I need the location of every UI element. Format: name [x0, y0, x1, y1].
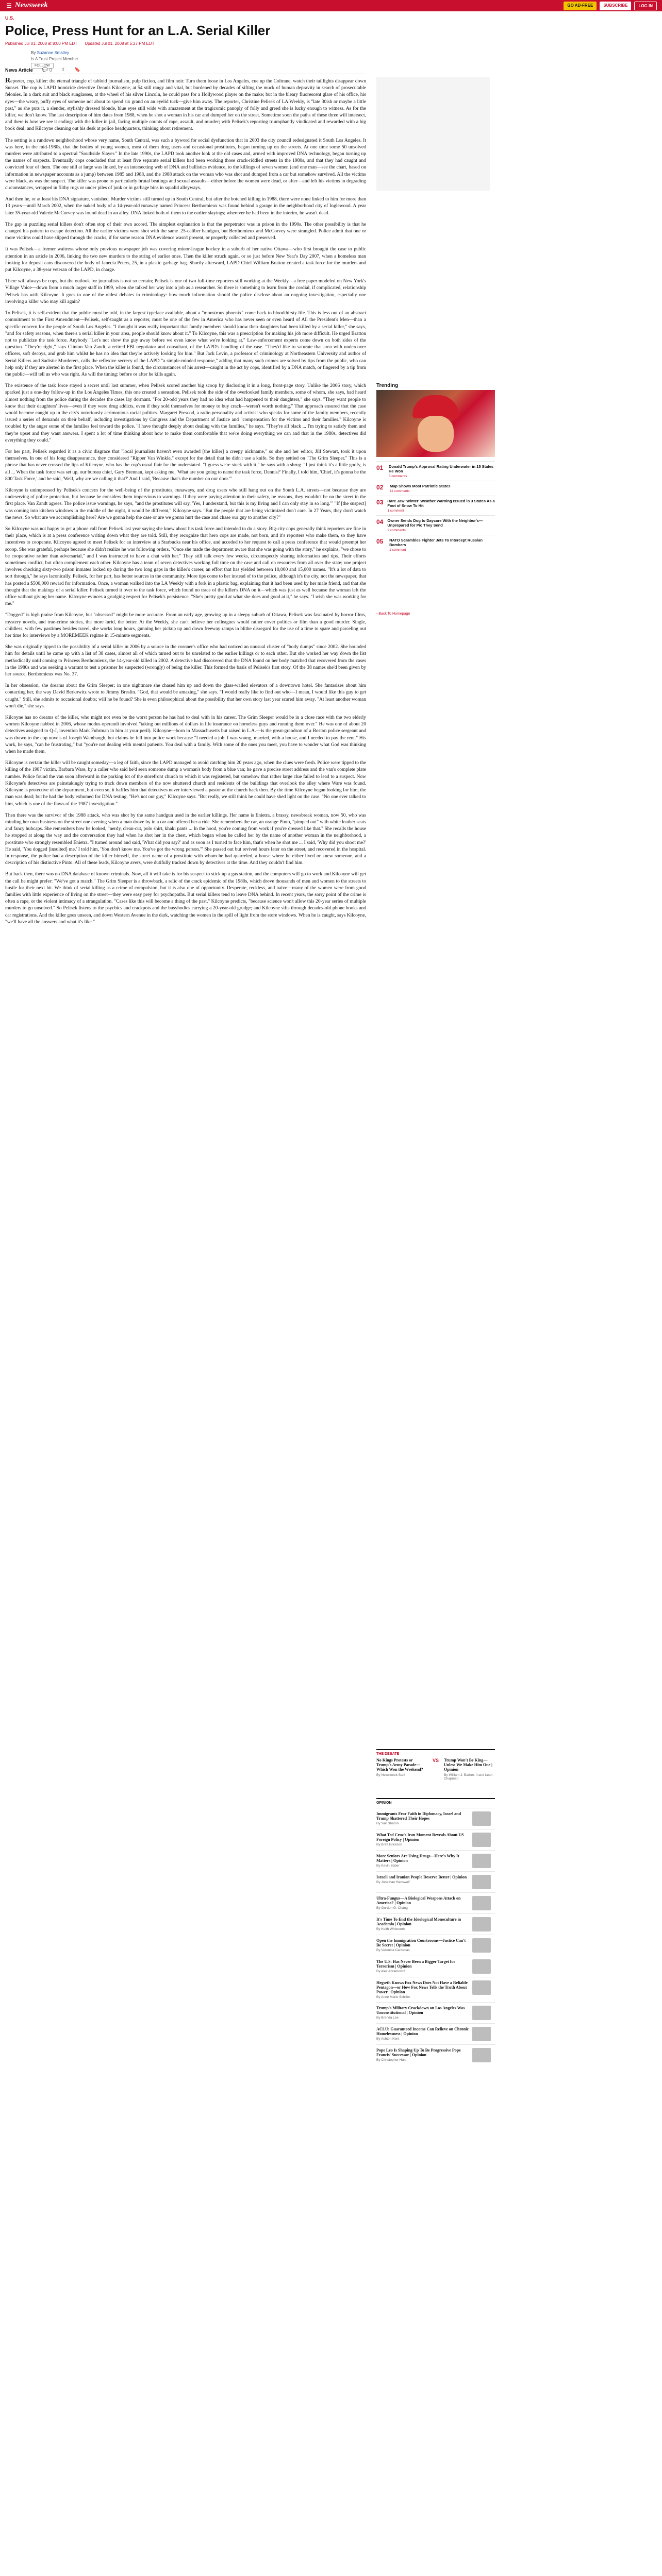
paragraph: Kilcoyne is unimpressed by Pelisek's concern for the well-being of the prostitutes, runaways, and drug users who still hang out on the South L.A. streets—not because they are undeserving of police protection, but because he considers them impervious to warnings. If they were paying attention to their safety, he reasons, they wouldn't be on the street in the first place. Van Zandt agrees. The police issue warnings, he says, "and the prostitutes will say, 'Yes, I understand, but this is my living and I can only stay in so long.'" "If [the suspect] was coming into kitchen windows in the middle of the night, it would be different," Kilcoyne says. "But the people that are being victimized don't care. In 27 Years, they don't watch the news. So what are we accomplishing here? Are we gonna help the case or are we gonna hurt the case and chase our guy to another city?"	[5, 487, 366, 520]
article-type-label: News Article	[5, 67, 33, 73]
versus-label: VS	[432, 1758, 439, 1763]
opinion-label: OPINION	[376, 1798, 495, 1805]
debate-left-title[interactable]: No Kings Protests or Trump's Army Parade—Which Won the Weekend?	[376, 1758, 423, 1772]
newsweek-logo[interactable]	[4, 1, 48, 10]
paragraph: Reporter, cop, killer: the eternal triangle of tabloid journalism, pulp fiction, and film noir. Turn them loose in Los Angeles, cue up the Coltrane, watch their taillights disappear down Sunset. The cop is LAPD homicide detective Dennis Kilcoyne, at 54 still rangy and vital, but burdened by decades of sifting the muck of human depravity in search of prosecutable felonies. In a dark suit and black sunglasses, at the wheel of his silver Lincoln, he could pass for a Hollywood player on the make; but in the bleary fluorescent glare of his office, his eyes—the weary, puffy eyes of someone not about to spend six grand on an eyelid tuck—give him away. The reporter, Christine Pelisek of LA Weekly, is "late 30ish or maybe a little past," as she puts it, a slender, stylishly dressed blonde, blue eyes still wide with amazement at the tragicomic panoply of folly and greed she is lucky enough to witness. As for the killer, we don't know. The last description of him dates from 1988, when he shot a woman in his car and dumped her on the street. Sometime soon the paths of these three will intersect, and there is how we see it ending: with the killer in jail, facing multiple counts of rape, assault, and murder; with Pelisek's reporting triumphantly vindicated and rewarded with a big book deal; and Kilcoyne cleaning out his desk at police headquarters, thinking about retirement.	[5, 77, 366, 132]
opinion-item[interactable]	[376, 1977, 495, 2002]
paragraph: It was Pelisek—a former waitress whose only previous newspaper job was covering minor-league hockey in a suburb of her native Ottawa—who first brought the case to public attention in an article in 2006, linking the two new murders to the string of earlier ones. Then the killer struck again, or so just before New Year's Day 2007, when a homeless man looking for deposit cans discovered the body of Janecia Peters, 25, in a plastic garbage bag. Shortly afterward, LAPD Chief William Bratton created a task force for the murders and put Kilcoyne, a 38-year veteran of the LAPD, in charge.	[5, 247, 366, 273]
paragraph: The setting is a rundown neighborhood whose very name, South Central, was such a byword for social dysfunction that in 2003 the city council redesignated it South Los Angeles. It was here, in the mid-1980s, that the bodies of young women, most of them drug users and occasional prostitutes, began turning up on the streets. At one time some 50 unsolved murders were attributed to a spectral "Southside Slayer." In the late 1990s, the LAPD took another look at the old cases and, armed with improved DNA technology, began turning up the names of suspects. Eventually cops concluded that at least five separate serial killers had been working those crack-riddled streets in the 1980s, and that they had caught and convicted four of them. The one still at large was linked, by an intersecting web of DNA and ballistics evidence, to the killings of seven women (and one man—see the chart, based on information in newspaper accounts as a jump) between 1985 and 1988, and the 1988 attack on the woman who was shot and dumped from a car but somehow survived. All the victims were black, as was the suspect. The killer was prone to particularly brutal beatings and sexual assaults—either before the women were dead, or after—and left his victims in degrading circumstances, wrapped in filthy rugs or under piles of junk or in garbage bins in squalid alleyways.	[5, 138, 366, 191]
opinion-item[interactable]	[376, 1913, 495, 1935]
opinion-item[interactable]	[376, 1935, 495, 1956]
opinion-thumbnail[interactable]	[472, 1917, 491, 1931]
opinion-author: By Keith Whitcomb	[376, 1927, 405, 1931]
trust-project-note: Is A Trust Project Member	[31, 57, 78, 61]
trending-headline[interactable]: Donald Trump's Approval Rating Underwater in 15 States He Won	[388, 464, 494, 473]
comments-button[interactable]	[42, 67, 52, 73]
article-body	[5, 77, 366, 930]
trending-number: 02	[376, 484, 384, 491]
opinion-author: By Jonathan Hanswolf	[376, 1880, 410, 1884]
back-to-homepage-link[interactable]: ‹ Back To Homepage	[376, 612, 410, 616]
opinion-author: By Veronica Cardenas	[376, 1948, 410, 1952]
trending-headline[interactable]: Rare Jaw 'Winter' Weather Warning Issued in 3 States As a Foot of Snow To Hit	[387, 499, 495, 508]
trending-lead-image[interactable]	[376, 390, 495, 457]
paragraph: The existence of the task force stayed a secret until last summer, when Pelisek scored another big scoop by disclosing it in a long, front-page story. Unlike the 2006 story, which sparked just a one-day follow-up in the Los Angeles Times, this one created a sensation. Pelisek took the side of the overlooked family members, some of whom, she says, had heard almost nothing from the police during the decades the cases lay dormant. "For 20-odd years they had no idea what had happened to their daughters," she says. "They want people to know that their daughters' lives—even if they were drug addicts, even if they sold themselves for money to buy crack—weren't worth nothing." That approach ensured that the case would become caught up in the city's notoriously acrimonious racial politics. Margaret Prescod, a radio personality and activist who speaks for some of the family members, recently issued a series of demands on their behalf, including investigations by Congress and the Department of Justice and "compensation for the victims and their families." Kilcoyne is troubled by the anger some of the families feel toward the police. "I have thought deeply about dealing with the families," he says. "They're all black ... I'm trying to satisfy them and they're upset and they want answers. I spent a lot of time thinking about how to make them comfortable that we're doing everything we can and that in the 1980s, detectives did everything they could."	[5, 383, 366, 443]
debate-label: THE DEBATE	[376, 1749, 495, 1756]
opinion-thumbnail[interactable]	[472, 1896, 491, 1910]
opinion-title[interactable]: More Seniors Are Using Drugs—Here's Why It Matters | Opinion	[376, 1854, 459, 1863]
opinion-title[interactable]: Pope Leo Is Shaping Up To Be Progressive Pope Francis' Successor | Opinion	[376, 2048, 461, 2057]
trending-number: 04	[376, 518, 384, 526]
paragraph: There will always be cops, but the outlook for journalists is not so certain; Pelisek is one of two full-time reporters still working at the Weekly—a free paper modeled on New York's Village Voice—down from a much larger staff in 1999, when she talked her way into a job as a researcher. So there is something to learn from the cordial, if complicated, relationship Pelisek has with Kilcoyne. It goes to one of the oldest debates in criminology: how much information should the police disclose about an ongoing investigation, especially one involving a killer who may kill again?	[5, 279, 366, 304]
opinion-title[interactable]: Hegseth Knows Fox News Does Not Have a Reliable Pentagon—or How Fox News Tells the Truth About Power | Opinion	[376, 1980, 468, 1994]
trending-comments[interactable]: 1 comment	[387, 509, 404, 513]
debate-left[interactable]	[376, 1758, 427, 1781]
opinion-author: By Kevin Saber	[376, 1864, 400, 1868]
paragraph: She was originally tipped to the possibility of a serial killer in 2006 by a source in the coroner's office who had noticed an unusual cluster of "body dumps" since 2002. She hounded him for details until he came up with a list of 38 cases, almost all of which turned out to be unrelated to the earlier killings or to each other. But she worked her way down the list methodically until coming to Princess Berthomieux, the 14-year-old killed in 2002. A detective had discovered that the DNA found on her body matched that recovered from the cases in the 1980s and was seeking a warrant to test a prisoner he suspected (wrongly) of being the killer. This formed the basis of Pelisek's first story. Of the 38 names she'd been given by her source, Berthomieux was No. 37.	[5, 645, 366, 677]
opinion-thumbnail[interactable]	[472, 1938, 491, 1953]
opinion-title[interactable]: ACLU: Guaranteed Income Can Relieve on Chronic Homelessness | Opinion	[376, 2027, 469, 2036]
top-bar	[0, 0, 662, 11]
opinion-author: By Alex Abramovitz	[376, 1970, 405, 1973]
byline-author	[31, 50, 78, 55]
paragraph: "Dogged" is high praise from Kilcoyne, but "obsessed" might be more accurate. From an early age, growing up in a sleepy suburb of Ottawa, Pelisek was fascinated by horror films, mystery novels, and true-crime stories, the more lurid, the better. At the Weekly, she can't believe her colleagues would rather cover politics or film than a good murder. Single, childless, with few pastimes besides travel, she works long hours, gunning her pickup up and down freeway ramps in blithe disregard for the use of a time to spare and parceling out her time for interviews by a MOREMEEK regime in 15-minute segments.	[5, 613, 366, 639]
byline-prefix: By	[31, 50, 36, 55]
face-shape	[418, 416, 454, 452]
logo-text: Newsweek	[14, 1, 48, 9]
opinion-title[interactable]: Immigrants Fear Faith in Diplomacy, Israel and Trump Shattered Their Hopes	[376, 1811, 461, 1821]
opinion-item[interactable]	[376, 1871, 495, 1892]
paragraph: Kilcoyne is certain the killer will be caught someday—a leg of faith, since the LAPD managed to avoid catching him 20 years ago, when the clues were fresh. Police were tipped to the killing of the 1987 victim, Barbara Ware, by a caller who said he'd seen someone dump a woman's body from a blue van; he gave a precise street address and the van's complete plate number. Police found the van soon afterward in the parking lot of the storefront church to which it was registered, but somehow that rather large clue failed to lead to a suspect. Now Kilcoyne's detectives are painstakingly trying to track down members of the now shuttered church and residents of the buildings that overlook the alley where Ware was found. Kilcoyne is protective of the department, but even so, it baffles him that detectives never interviewed a pastor at the church back then. By the time Kilcoyne began looking for him, the man was dead; but he had the body exhumed for DNA testing. "He's not our guy," Kilcoyne says. "But really, we still think he could have shed light on the case. "No one ever talked to him, which is one of the flaws of the 1987 investigation."	[5, 760, 366, 807]
paragraph: To Pelisek, it is self-evident that the public must be told, in the largest typeface available, about a "monstrous phoenix" come back to bloodthirsty life. This is less out of an abstract commitment to the First Amendment—Pelisek, self-taught as a reporter, must be one of the few in America who has never seen or even heard of All the President's Men—than a specific concern for the people of South Los Angeles. "I thought it was really important that family members should know their daughters had been killed by a serial killer," she says, "and for safety reasons, when there's a serial killer in your area, people should know about it." To Kilcoyne, this was a prescription for making his job more difficult. He urged Bratton not to publicize the task force. Anybody "Let's not show the guy away before we even know what we're looking at." Law-enforcement experts come down on both sides of the question. "They're right," says Clinton Van Zandt, a retired FBI negotiator and consultant, of the LAPD's handling of the case. "They'd like to saturate that area with undercover officers, soft decoys, and grab him whilst he has no idea that they're actively looking for him." But Jack Levin, a professor of criminology at Northeastern University and author of Serial Killers and Sadistic Murderers, calls the reflexive secrecy of the LAPD "a simple-minded response," adding that many such crimes are solved by tips from the public, who can help only if they are alerted in the first place. When the killer is found, the circumstances of his arrest—caught in the act by cops, identified by a DNA match, or fingered by a tip from the public—will tell us who was right. As will the timing: before or after he kills again.	[5, 311, 366, 377]
trending-comments[interactable]: 3 comments	[388, 474, 407, 478]
advertisement-slot	[376, 77, 490, 191]
opinion-thumbnail[interactable]	[472, 1811, 491, 1826]
debate-right-title[interactable]: Trump Won't Be King—Unless We Make Him One | Opinion	[444, 1758, 492, 1772]
trending-comments[interactable]: 11 comments	[390, 489, 410, 493]
debate-pair	[376, 1758, 495, 1781]
trending-title: Trending	[376, 383, 399, 388]
opinion-item[interactable]	[376, 2002, 495, 2023]
trending-item[interactable]	[376, 481, 495, 496]
opinion-item[interactable]	[376, 1850, 495, 1871]
opinion-title[interactable]: Trump's Military Crackdown on Los Angeles Was Unconstitutional | Opinion	[376, 2006, 465, 2015]
paragraph: So Kilcoyne was not happy to get a phone call from Pelisek last year saying she knew about his task force and intended to do a story. Big-city cops generally think reporters are fine in their place, which is at a press conference writing down what they are told. Still, they recognize that hero cops are made, not born, and it's reporters who make them, so they have incentives to cooperate. Kilcoyne agreed to meet Pelisek for an interview at a Starbucks near his office, and acceded to her request to call a press conference that would preempt her scoop. She was grateful, perhaps because she didn't realize he was following orders. "Once she made the department aware that she was going with the story," he explains, "we chose to be cooperative rather than adversarial," and I was instructed to have a chat with her." They still talk every few weeks, circumspectly sharing information and tips. Their efforts sometimes conflict, but often complement each other. Kilcoyne has a team of seven detectives working full time on the case and call on resources from all over the state; one project involves checking sixty-two prison inmates locked up during the two long gaps in the killer's career, an effort that has yielded between 10,000 and 15,000 names. "It's a lot of data to sort through," he says laconically. Pelisek, for her part, has better sources in the community. More tips come to her instead of to the police, although it's the city, not the newspaper, that has posted a $500,000 reward for information. Once, a woman walked into the LA Weekly with a fork in a plastic bag, explaining that it had been used by her male friend, and that she thought that the makings of a serial killer. Pelisek turned it over to the task force, which found no trace of the killer's DNA on it—which was just as well because the woman left the office without giving her name. Kilcoyne evinces a grudging respect for Pelisek's persistence. "She's pretty good at what she does and good at it," he says. "I wish she was working for me."	[5, 526, 366, 607]
headline: Police, Press Hunt for an L.A. Serial Killer	[5, 23, 271, 38]
updated-date: Updated Jul 01, 2008 at 5:27 PM EDT	[85, 41, 155, 46]
opinion-thumbnail[interactable]	[472, 1980, 491, 1995]
opinion-author: By Gordon G. Chang	[376, 1906, 408, 1910]
paragraph: For her part, Pelisek regarded it as a civic disgrace that "local journalists haven't even awarded [the killer] a creepy nickname," so she and her editor, Jill Stewart, took it upon themselves. In one of his long disappearance, they considered "Ripper Van Winkle," except for the detail that he didn't use a knife. So they settled on "The Grim Sleeper." This is a phrase that has never crossed the lips of Kilcoyne, who has the cop's usual flair for the understated. "I guess we're stuck with it," he says with a shrug. "I just think it's a little goofy, is all ... When the task force was set up, our bureau chief, Gary Brennan, kept asking me, 'What are you going to name the task force, Dennis?' Finally, I told him, 'Chief, it's gonna be the 800 Task Force,' and he said, 'Well, why are we calling it that?' And I said, 'Because that's the number on our door.'"	[5, 449, 366, 482]
debate-right-source: By William J. Barber, II and Leah Chapman	[444, 1773, 493, 1781]
opinion-module	[376, 1798, 495, 2065]
debate-left-source: By Newsweek Staff	[376, 1773, 405, 1777]
opinion-author: By Anne Marie Schiller	[376, 1995, 410, 1999]
opinion-author: By Christopher Hale	[376, 2058, 407, 2062]
paragraph: But back then, there was no DNA database of known criminals. Now, all it will take is for his suspect to stick up a gas station, and the computers will go to work and Kilcoyne will get the call he might prefer: "We've got a match." The Grim Sleeper is a throwback, a relic of the crack epidemic of the 1980s, which drove thousands of men and women to the streets to hustle for their next hit. We think of serial killing as a crime of compulsion, but it is also one of opportunity. Desperate, reckless, and naive—many of the women were from good families with little experience of living on the street—they were easy prey for psychopaths. But serial killers tend to leave DNA behind. In recent years, the sorry point of the crime is often a rape, or the violent intimacy of a strangulation. "Cases like this will become a thing of the past," Kilcoyne predicts, "because science won't allow this 20-year series of multiple murders to go unsolved." So Pelisek listens to the psychics and crackpots and the busybodies carrying a 20-year-old grudge; and Kilcoyne sifts through decades-old phone books and car registrations. And the killer goes unseen, and down Western Avenue in the dark, watching the women in the spill of light from the store windows. When he is caught, says Kilcoyne, "we'll have all the answers and what it's like."	[5, 872, 366, 925]
publication-info	[5, 41, 161, 46]
trending-comments[interactable]: 1 comment	[389, 548, 406, 552]
opinion-thumbnail[interactable]	[472, 2048, 491, 2062]
trending-list	[376, 461, 495, 554]
opinion-thumbnail[interactable]	[472, 1854, 491, 1868]
paragraph: Then there was the survivor of the 1988 attack, who was shot by the same handgun used in the earlier killings. Her name is Enietra, a brassy, newsbreak woman, now 50, who was minding her own business on the street one evening when a man drove by in a car and offered her a ride. She remembers the car, an orange Pinto, "pimped out" with white leather seats and fancy hubcaps. She remembers how he looked, "nerdy, clean-cut, polo shirt, khaki pants ... In the hood, you're coming from work if you're dressed like that." She recalls the house he stopped at along the way and the conversation they had when he shot her in the chest, which began when he called her by the name of another woman in the neighborhood, a prostitute who strongly resembled Enietra. "I turned around and said, 'What did you say?' and as soon as I turned to face him, that's when he shot me ... I said, 'Why did you shoot me?' He said, 'You dogged [insulted] me.' I told him, 'You don't know me. You've got the wrong person.'" She passed out but revived hours later on the street, and recovered in the hospital. In response, the police had a description of the killer himself, the street name of a prostitute with whom he had quarreled, a house where he either lived or knew someone, and a description of his distinctive Pinto. All of these leads, Kilcoyne avers, were dutifully tracked down by detectives at the time. And they couldn't find him.	[5, 812, 366, 866]
opinion-author: By Yair Sharon	[376, 1822, 399, 1825]
hat-shape	[412, 395, 459, 418]
paragraph: The gap in puzzling serial killers don't often stop of their own accord. The simplest explanation is that the perpetrator was in prison in the 1990s. The other possibility is that he changed his pattern to escape detection. All the earlier victims were shot with the same .25-caliber handgun, but Berthomieux and McCorvey were strangled. Police admit that one or more victims could have slipped through the cracks, if for some reason DNA evidence wasn't present, or properly collected and preserved.	[5, 222, 366, 241]
paragraph: In her obsession, she dreams about the Grim Sleeper; in one nightmare she chased him up and down the glass-walled elevators of a downtown hotel. She fantasizes about him contacting her, the way David Berkowitz wrote to Jimmy Breslin. "God, that would be amazing," she says. "I would really like to find out who—I mean, I would like this guy to get caught." Still, she admits to occasional doubts; will he be found? She is even philosophical about the possibility that her own story last year scared him away. "At least another woman won't die," she says.	[5, 683, 366, 709]
subscribe-button[interactable]: SUBSCRIBE	[600, 2, 631, 10]
comments-count: 0	[49, 67, 52, 73]
follow-button[interactable]: FOLLOW	[31, 63, 54, 69]
opinion-title[interactable]: Ultra-Fungus—A Biological Weapons Attack on America? | Opinion	[376, 1896, 461, 1905]
menu-icon[interactable]: ☰	[6, 2, 12, 9]
share-icon[interactable]: ⇪	[61, 67, 65, 72]
opinion-title[interactable]: The U.S. Has Never Been a Bigger Target for Terrorism | Opinion	[376, 1959, 455, 1969]
opinion-title[interactable]: Open the Immigration Courtrooms—Justice Can't Be Secret | Opinion	[376, 1938, 466, 1947]
trending-headline[interactable]: NATO Scrambles Fighter Jets To Intercept Russian Bombers	[389, 538, 483, 547]
comment-icon: 💬	[42, 67, 48, 72]
opinion-item[interactable]	[376, 1808, 495, 1829]
article-toolbar	[5, 66, 366, 74]
opinion-item[interactable]	[376, 2044, 495, 2065]
section-label[interactable]: U.S.	[5, 15, 14, 21]
bookmark-icon[interactable]: 🔖	[74, 67, 80, 72]
header-actions	[564, 2, 657, 10]
author-link[interactable]: Suzanne Smalley	[37, 50, 69, 55]
opinion-thumbnail[interactable]	[472, 2006, 491, 2020]
opinion-item[interactable]	[376, 1829, 495, 1850]
opinion-thumbnail[interactable]	[472, 1833, 491, 1847]
trending-number: 03	[376, 499, 384, 506]
trending-headline[interactable]: Owner Sends Dog to Daycare With the Neighbor's—Unprepared for Pic They Send	[387, 518, 483, 528]
opinion-item[interactable]	[376, 1892, 495, 1913]
trending-item[interactable]	[376, 496, 495, 515]
opinion-thumbnail[interactable]	[472, 1875, 491, 1889]
login-button[interactable]: LOG IN	[634, 2, 657, 10]
published-date: Published Jul 01, 2008 at 8:00 PM EDT	[5, 41, 78, 46]
opinion-author: By Brett Erickson	[376, 1843, 402, 1846]
paragraph: And then he, or at least his DNA signature, vanished. Murder victims still turned up in South Central, but after the botched killing in 1988, there were none linked to him for more than 13 years—until March 2002, when the naked body of a 14-year-old runaway named Princess Berthomieux was found behind a garage in the neighborhood city of Inglewood. A year later 35-year-old Valerie McCorvey was found dead in an alley. DNA linked both of them to the earlier slayings; wherever he had been in the interim, he wasn't dead.	[5, 197, 366, 216]
opinion-title[interactable]: It's Time To End the Ideological Monoculture in Academia | Opinion	[376, 1917, 461, 1926]
opinion-thumbnail[interactable]	[472, 1959, 491, 1974]
opinion-author: By Brenda Lee	[376, 2016, 399, 2020]
opinion-item[interactable]	[376, 1956, 495, 1977]
debate-module	[376, 1749, 495, 1781]
opinion-thumbnail[interactable]	[472, 2027, 491, 2041]
debate-right[interactable]	[444, 1758, 495, 1781]
trending-item[interactable]	[376, 461, 495, 481]
trending-comments[interactable]: 2 comments	[387, 529, 406, 532]
trending-number: 01	[376, 464, 384, 471]
trending-number: 05	[376, 538, 384, 545]
back-to-homepage-label: Back To Homepage	[378, 612, 410, 616]
trending-item[interactable]	[376, 535, 495, 554]
opinion-author: By Ashton Kent	[376, 2037, 400, 2041]
go-ad-free-button[interactable]: GO AD-FREE	[564, 2, 597, 10]
trending-item[interactable]	[376, 515, 495, 535]
trending-headline[interactable]: Map Shows Most Patriotic States	[390, 484, 451, 488]
opinion-item[interactable]	[376, 2023, 495, 2044]
paragraph: Kilcoyne has no dreams of the killer, who might not even be the worst person he has had to deal with in his career. The Grim Sleeper would be in a close race with the two elderly women Kilcoyne nabbed in 2006, whose modus operandi involved "taking out millions of dollars in life insurance on homeless guys and running them over." He was one of about 20 detectives assigned to Q-J, invention Mark Fuhrman in him at your peril). Kilcoyne—born in Massachusetts but raised in L.A.—is the great-grandson of a Boston police sergeant and was drawn to the cop novels of Joseph Wambaugh, but claims he fell into police work because "I needed a job. I was young, married, with a house, and I needed to pay the rent." His work, he says, "can be frustrating," but "you're not dealing with mental patients. You deal with a family. With some of the ones you meet, you have to wonder what God was thinking when he made them.	[5, 715, 366, 755]
opinion-title[interactable]: What Ted Cruz's Iran Moment Reveals About US Foreign Policy | Opinion	[376, 1833, 464, 1842]
opinion-title[interactable]: Israeli and Iranian People Deserve Better | Opinion	[376, 1875, 467, 1879]
